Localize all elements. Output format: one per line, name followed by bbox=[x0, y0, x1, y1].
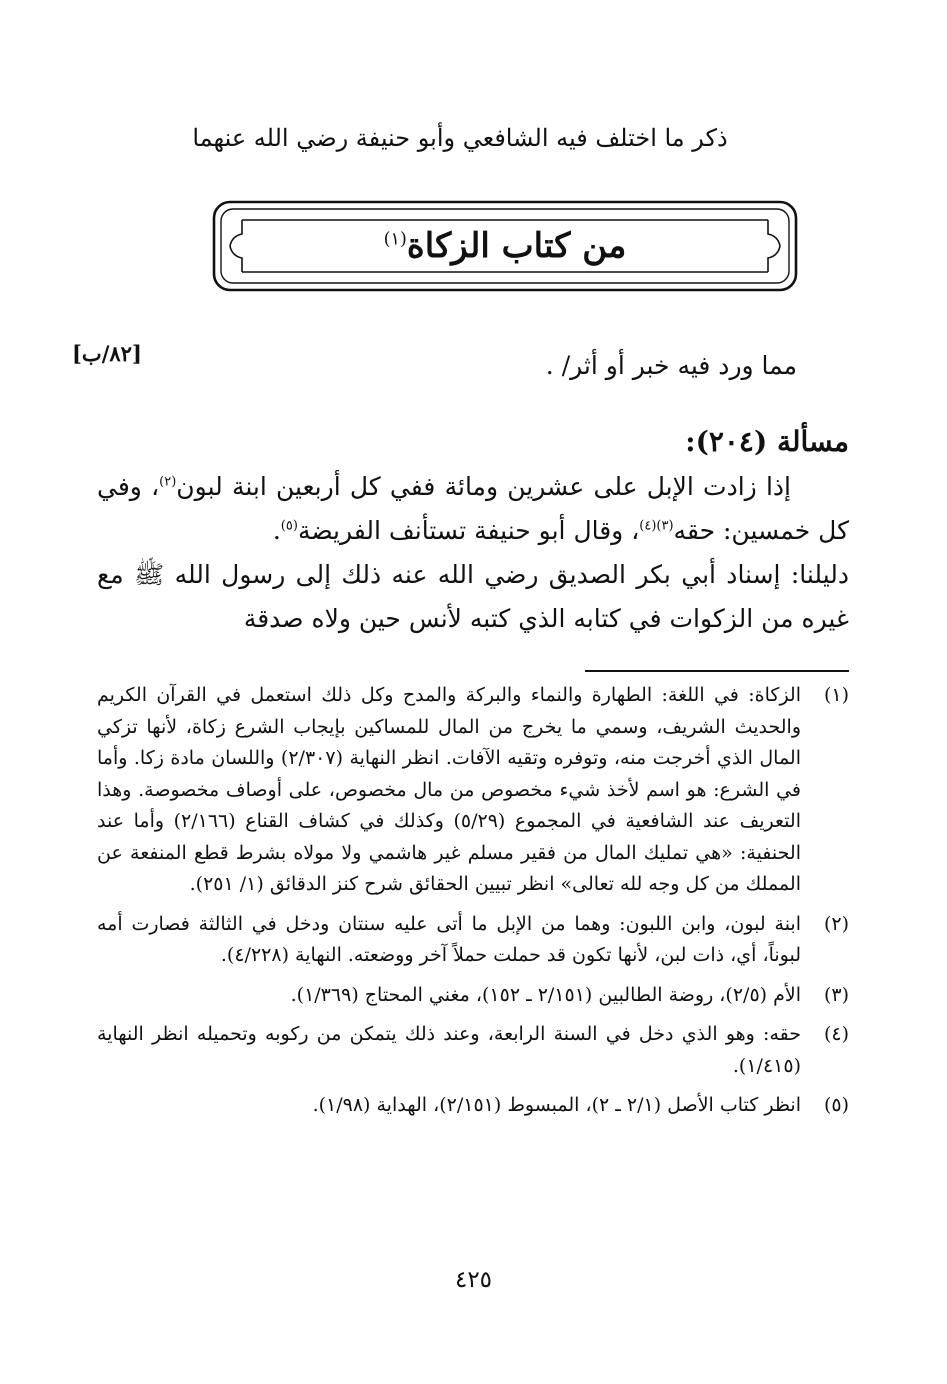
footnote-text: ابنة لبون، وابن اللبون: وهما من الإبل ما أتى عليه سنتان ودخل في الثالثة فصارت أمه لبوناً، أي، ذات لبن، لأنها تكون قد حملت حملاً آخر ووضعته. النهاية (٤/٢٢٨). bbox=[97, 912, 801, 966]
footnote-text: حقه: وهو الذي دخل في السنة الرابعة، وعند ذلك يتمكن من ركوبه وتحميله انظر النهاية (١/٤١٥). bbox=[97, 1023, 801, 1077]
footnote-text: انظر كتاب الأصل (٢/١ ـ ٢)، المبسوط (٢/١٥١)، الهداية (١/٩٨). bbox=[312, 1094, 801, 1116]
footnote-item bbox=[97, 980, 849, 1012]
footnote-ref: (٣)(٤) bbox=[639, 518, 674, 534]
footnote-item bbox=[97, 909, 849, 972]
footnote-item bbox=[97, 680, 849, 901]
page-number: ٤٢٥ bbox=[454, 1267, 493, 1293]
intro-line: مما ورد فيه خبر أو أثر/ . bbox=[545, 351, 797, 380]
footnote-number: (١) bbox=[823, 684, 849, 706]
text-run: . bbox=[272, 516, 281, 545]
text-run: ، وفي كل خمسين: حقه bbox=[97, 472, 849, 545]
footnote-text: الأم (٢/٥)، روضة الطالبين (٢/١٥١ ـ ١٥٢)، مغني المحتاج (١/٣٦٩). bbox=[290, 983, 801, 1006]
chapter-title-frame bbox=[212, 200, 798, 292]
chapter-title bbox=[212, 222, 798, 270]
footnote-number: (٤) bbox=[823, 1023, 849, 1045]
manuscript-folio-marker: [٨٢/ب] bbox=[72, 341, 142, 366]
footnote-item bbox=[97, 1090, 849, 1122]
chapter-title-text: من كتاب الزكاة bbox=[406, 226, 627, 266]
paragraph-ruling bbox=[97, 465, 849, 553]
masala-heading: مسألة (٢٠٤): bbox=[685, 425, 849, 458]
text-run: إذا زادت الإبل على عشرين ومائة ففي كل أربعين ابنة لبون bbox=[176, 472, 791, 501]
footnotes bbox=[97, 680, 849, 1130]
main-text bbox=[97, 465, 849, 641]
footnote-number: (٥) bbox=[823, 1094, 849, 1116]
footnote-separator bbox=[585, 670, 849, 672]
paragraph-evidence: دليلنا: إسناد أبي بكر الصديق رضي الله عنه ذلك إلى رسول الله ﷺ مع غيره من الزكوات في كتابه الذي كتبه لأنس حين ولاه صدقة bbox=[97, 560, 849, 633]
footnote-ref: (٥) bbox=[280, 518, 298, 534]
footnote-ref: (١) bbox=[383, 229, 407, 250]
running-header: ذكر ما اختلف فيه الشافعي وأبو حنيفة رضي الله عنهما bbox=[192, 124, 728, 152]
text-run: ، وقال أبو حنيفة تستأنف الفريضة bbox=[297, 516, 640, 545]
footnote-number: (٣) bbox=[823, 983, 849, 1006]
footnote-ref: (٢) bbox=[159, 474, 177, 490]
footnote-text: الزكاة: في اللغة: الطهارة والنماء والبركة والمدح وكل ذلك استعمل في القرآن الكريم والحديث الشريف، وسمي ما يخرج من المال للمساكين بإيجاب الشرع زكاة، لأنها تزكي المال الذي أخرجت منه، وتوفره وتقيه الآفات. انظر النهاية (٢/٣٠٧) واللسان مادة زكا. وأما في الشرع: هو اسم لأخذ شيء مخصوص من مال مخصوص، على أوصاف مخصوصة. وهذا التعريف عند الشافعية في المجموع (٥/٢٩) وكذلك في كشاف القناع (٢/١٦٦) وأما عند الحنفية: «هي تمليك المال من فقير مسلم غير هاشمي ولا مولاه بشرط قطع المنفعة عن المملك من كل وجه لله تعالى» انظر تبيين الحقائق شرح كنز الدقائق (١/ ٢٥١). bbox=[97, 684, 801, 895]
footnote-item bbox=[97, 1019, 849, 1082]
footnote-number: (٢) bbox=[823, 912, 849, 935]
